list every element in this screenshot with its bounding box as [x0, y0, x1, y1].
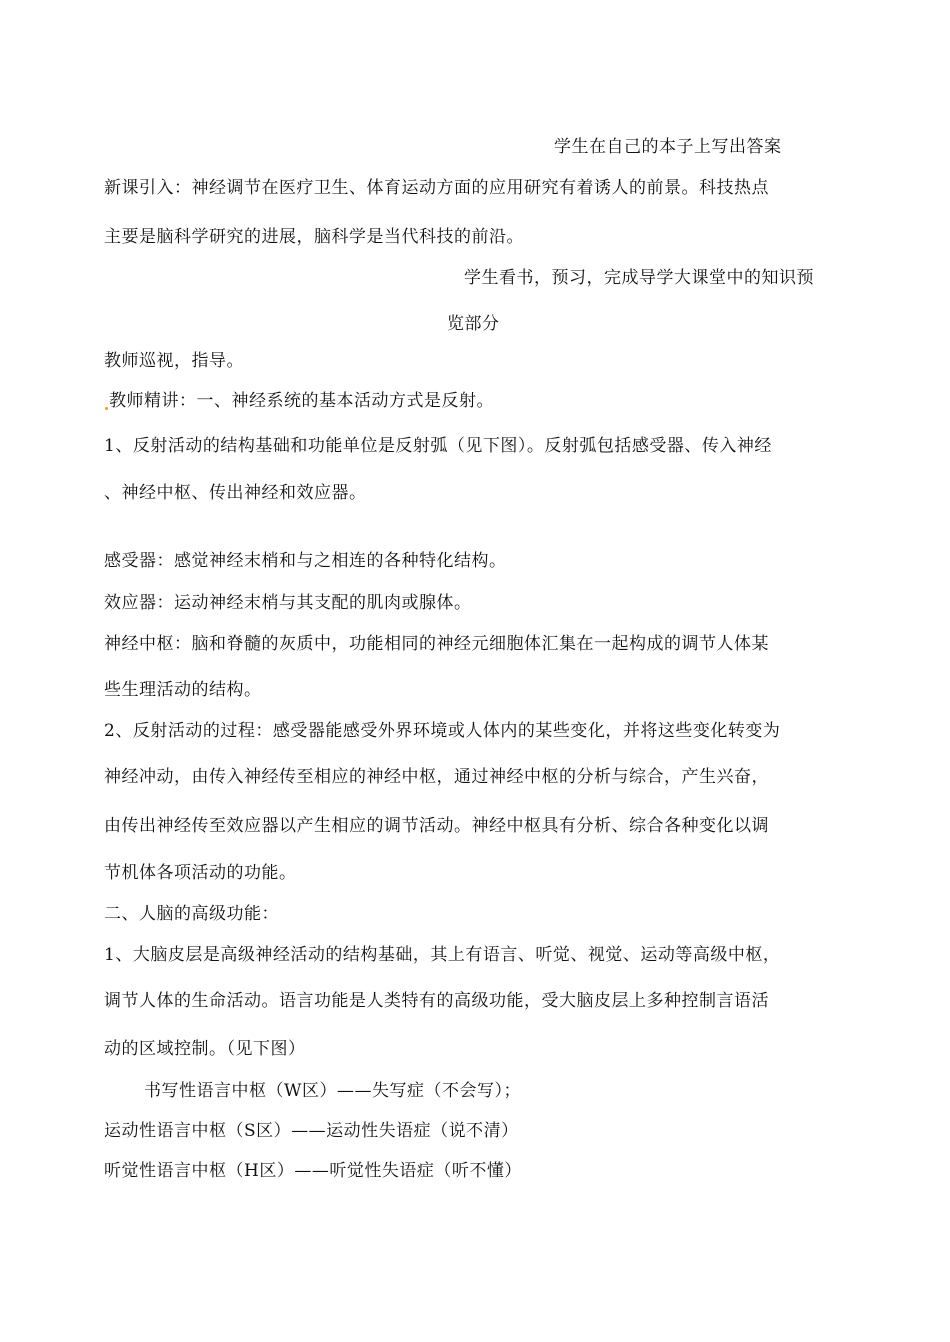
section-two-heading: 二、人脑的高级功能：	[104, 904, 279, 924]
student-preview-line-1: 学生看书，预习，完成导学大课堂中的知识预	[464, 268, 814, 288]
reflex-process-line-1: 2、反射活动的过程：感受器能感受外界环境或人体内的某些变化，并将这些变化转变为	[104, 721, 781, 741]
reflex-process-line-3: 由传出神经传至效应器以产生相应的调节活动。神经中枢具有分析、综合各种变化以调	[104, 816, 769, 836]
reflex-arc-line-2: 、神经中枢、传出神经和效应器。	[104, 483, 367, 503]
mark-dot	[105, 407, 108, 410]
student-answer-note: 学生在自己的本子上写出答案	[554, 137, 782, 157]
teacher-patrol: 教师巡视，指导。	[104, 351, 244, 371]
cortex-line-1: 1、大脑皮层是高级神经活动的结构基础，其上有语言、听觉、视觉、运动等高级中枢，	[104, 945, 781, 965]
receptor-definition: 感受器：感觉神经末梢和与之相连的各种特化结构。	[104, 551, 507, 571]
s-area-line: 运动性语言中枢（S区）——运动性失语症（说不清）	[104, 1121, 519, 1141]
cortex-line-2: 调节人体的生命活动。语言功能是人类特有的高级功能，受大脑皮层上多种控制言语活	[104, 991, 769, 1011]
cortex-line-3: 动的区域控制。（见下图）	[104, 1039, 306, 1059]
student-preview-line-2: 览部分	[447, 314, 500, 334]
nerve-center-line-1: 神经中枢：脑和脊髓的灰质中，功能相同的神经元细胞体汇集在一起构成的调节人体某	[104, 634, 769, 654]
effector-definition: 效应器：运动神经末梢与其支配的肌肉或腺体。	[104, 593, 472, 613]
intro-line-2: 主要是脑科学研究的进展，脑科学是当代科技的前沿。	[104, 227, 524, 247]
teacher-explain	[104, 390, 494, 412]
h-area-line: 听觉性语言中枢（H区）——听觉性失语症（听不懂）	[104, 1161, 522, 1181]
nerve-center-line-2: 些生理活动的结构。	[104, 680, 262, 700]
intro-line-1: 新课引入：神经调节在医疗卫生、体育运动方面的应用研究有着诱人的前景。科技热点	[104, 178, 769, 198]
reflex-arc-line-1: 1、反射活动的结构基础和功能单位是反射弧（见下图）。反射弧包括感受器、传入神经	[104, 436, 772, 456]
reflex-process-line-2: 神经冲动，由传入神经传至相应的神经中枢，通过神经中枢的分析与综合，产生兴奋，	[104, 767, 769, 787]
reflex-process-line-4: 节机体各项活动的功能。	[104, 863, 297, 883]
teacher-explain-text: 教师精讲：一、神经系统的基本活动方式是反射。	[109, 391, 494, 411]
w-area-line: 书写性语言中枢（W区）——失写症（不会写）；	[144, 1081, 521, 1101]
